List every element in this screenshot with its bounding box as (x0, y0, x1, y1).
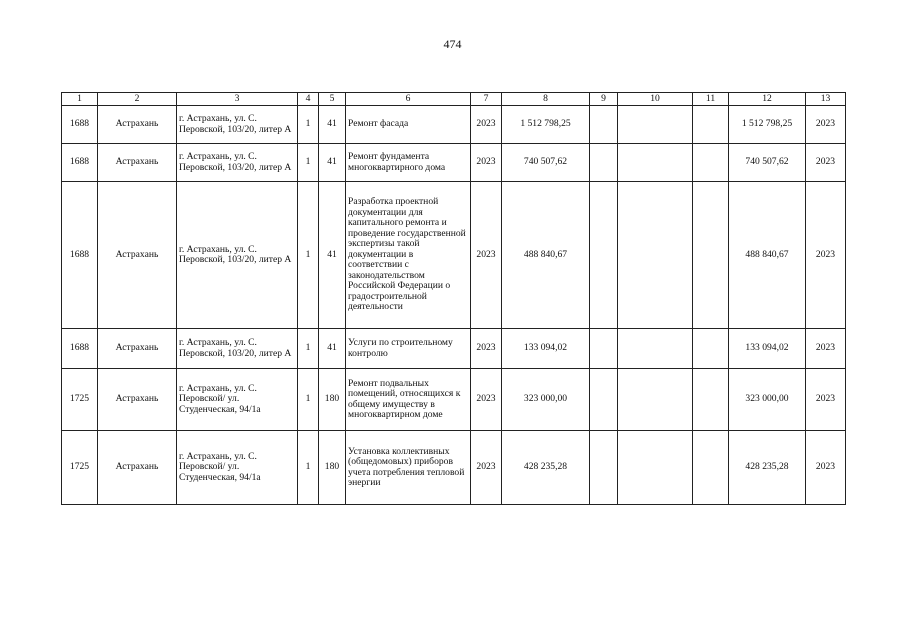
cell-col5: 41 (319, 329, 346, 369)
cell-work: Услуги по строительному контролю (346, 329, 471, 369)
cell-work: Ремонт подвальных помещений, относящихся к общему имуществу в многоквартирном доме (346, 369, 471, 431)
cell-col10 (618, 144, 693, 182)
cell-year-end: 2023 (806, 431, 846, 505)
cell-col9 (590, 431, 618, 505)
cell-year-end: 2023 (806, 144, 846, 182)
cell-id: 1688 (62, 144, 98, 182)
cell-year-end: 2023 (806, 329, 846, 369)
cell-cost: 740 507,62 (502, 144, 590, 182)
table-row (62, 329, 846, 369)
column-header: 7 (471, 93, 502, 106)
cell-city: Астрахань (98, 329, 177, 369)
cell-address: г. Астрахань, ул. С. Перовской/ ул. Студенческая, 94/1а (177, 369, 298, 431)
cell-col9 (590, 182, 618, 329)
cell-address: г. Астрахань, ул. С. Перовской, 103/20, литер А (177, 182, 298, 329)
cell-year: 2023 (471, 106, 502, 144)
register-table (61, 92, 846, 505)
cell-year: 2023 (471, 144, 502, 182)
column-header: 8 (502, 93, 590, 106)
cell-city: Астрахань (98, 106, 177, 144)
column-header: 10 (618, 93, 693, 106)
column-header: 6 (346, 93, 471, 106)
cell-total: 488 840,67 (729, 182, 806, 329)
cell-col11 (693, 369, 729, 431)
cell-city: Астрахань (98, 431, 177, 505)
cell-col10 (618, 369, 693, 431)
column-header: 12 (729, 93, 806, 106)
cell-col11 (693, 144, 729, 182)
cell-cost: 488 840,67 (502, 182, 590, 329)
column-header: 13 (806, 93, 846, 106)
cell-col4: 1 (298, 369, 319, 431)
table-row (62, 431, 846, 505)
column-header: 3 (177, 93, 298, 106)
table-row (62, 144, 846, 182)
cell-total: 323 000,00 (729, 369, 806, 431)
cell-id: 1725 (62, 369, 98, 431)
cell-col9 (590, 106, 618, 144)
cell-id: 1688 (62, 329, 98, 369)
table-row (62, 182, 846, 329)
cell-col5: 41 (319, 182, 346, 329)
column-header: 11 (693, 93, 729, 106)
page-number: 474 (443, 37, 462, 51)
cell-col9 (590, 144, 618, 182)
cell-col9 (590, 329, 618, 369)
cell-col10 (618, 182, 693, 329)
cell-col10 (618, 106, 693, 144)
cell-total: 428 235,28 (729, 431, 806, 505)
column-header: 2 (98, 93, 177, 106)
cell-work: Установка коллективных (общедомовых) приборов учета потребления тепловой энергии (346, 431, 471, 505)
cell-col5: 41 (319, 144, 346, 182)
cell-cost: 323 000,00 (502, 369, 590, 431)
cell-work: Ремонт фундамента многоквартирного дома (346, 144, 471, 182)
cell-col10 (618, 329, 693, 369)
cell-col5: 180 (319, 431, 346, 505)
cell-work: Ремонт фасада (346, 106, 471, 144)
cell-address: г. Астрахань, ул. С. Перовской, 103/20, литер А (177, 106, 298, 144)
table-row (62, 106, 846, 144)
cell-work: Разработка проектной документации для капитального ремонта и проведение государственной экспертизы такой документации в соответствии с законодательством Российской Федерации о градостроительной деятельности (346, 182, 471, 329)
cell-year: 2023 (471, 329, 502, 369)
header-row (62, 93, 846, 106)
cell-col11 (693, 431, 729, 505)
cell-col4: 1 (298, 329, 319, 369)
cell-cost: 1 512 798,25 (502, 106, 590, 144)
cell-city: Астрахань (98, 144, 177, 182)
cell-col4: 1 (298, 106, 319, 144)
column-header: 4 (298, 93, 319, 106)
cell-year: 2023 (471, 431, 502, 505)
cell-cost: 133 094,02 (502, 329, 590, 369)
cell-id: 1688 (62, 106, 98, 144)
cell-year: 2023 (471, 182, 502, 329)
column-header: 5 (319, 93, 346, 106)
cell-address: г. Астрахань, ул. С. Перовской, 103/20, литер А (177, 329, 298, 369)
cell-col5: 41 (319, 106, 346, 144)
column-header: 1 (62, 93, 98, 106)
cell-col11 (693, 106, 729, 144)
cell-col11 (693, 182, 729, 329)
cell-address: г. Астрахань, ул. С. Перовской, 103/20, литер А (177, 144, 298, 182)
cell-year-end: 2023 (806, 106, 846, 144)
cell-col4: 1 (298, 144, 319, 182)
cell-year-end: 2023 (806, 182, 846, 329)
cell-year-end: 2023 (806, 369, 846, 431)
cell-col4: 1 (298, 431, 319, 505)
cell-year: 2023 (471, 369, 502, 431)
cell-col11 (693, 329, 729, 369)
cell-address: г. Астрахань, ул. С. Перовской/ ул. Студенческая, 94/1а (177, 431, 298, 505)
table-row (62, 369, 846, 431)
cell-col9 (590, 369, 618, 431)
cell-id: 1725 (62, 431, 98, 505)
column-header: 9 (590, 93, 618, 106)
cell-total: 133 094,02 (729, 329, 806, 369)
cell-total: 740 507,62 (729, 144, 806, 182)
cell-city: Астрахань (98, 369, 177, 431)
cell-city: Астрахань (98, 182, 177, 329)
cell-total: 1 512 798,25 (729, 106, 806, 144)
cell-col10 (618, 431, 693, 505)
cell-cost: 428 235,28 (502, 431, 590, 505)
cell-col4: 1 (298, 182, 319, 329)
cell-col5: 180 (319, 369, 346, 431)
cell-id: 1688 (62, 182, 98, 329)
